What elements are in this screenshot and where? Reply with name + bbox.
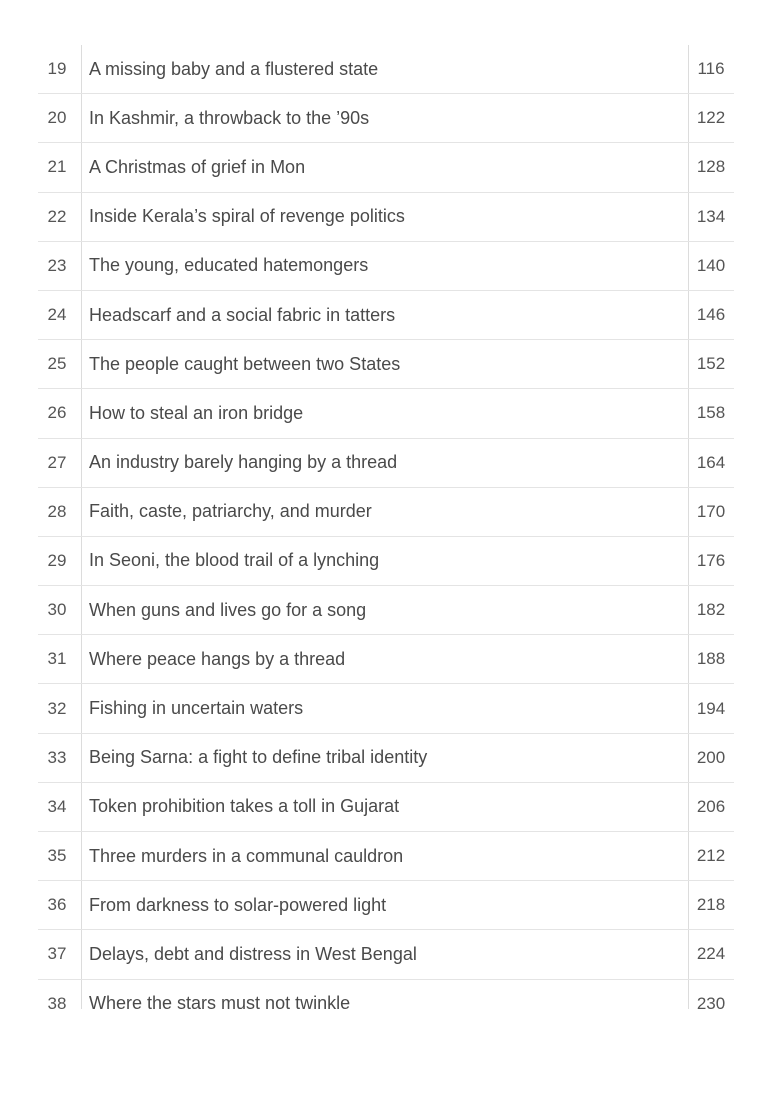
chapter-title: Where the stars must not twinkle [89, 993, 351, 1014]
chapter-number: 26 [47, 403, 67, 423]
chapter-number: 32 [47, 698, 67, 718]
page-number: 218 [696, 895, 726, 915]
chapter-title: The young, educated hatemongers [89, 255, 369, 276]
chapter-number: 31 [47, 649, 67, 669]
toc-row[interactable] [38, 45, 734, 94]
toc-row[interactable] [38, 832, 734, 881]
toc-row[interactable] [38, 439, 734, 488]
chapter-number: 24 [47, 305, 67, 325]
toc-row[interactable] [38, 783, 734, 832]
chapter-number: 34 [47, 796, 67, 816]
toc-row[interactable] [38, 340, 734, 389]
page-number: 230 [696, 993, 726, 1013]
chapter-number: 35 [47, 846, 67, 866]
page-number: 182 [696, 600, 726, 620]
chapter-number: 19 [47, 59, 67, 79]
chapter-number: 28 [47, 501, 67, 521]
chapter-number: 33 [47, 747, 67, 767]
page-number: 158 [696, 403, 726, 423]
toc-row[interactable] [38, 734, 734, 783]
page-number: 206 [696, 796, 726, 816]
chapter-title: Delays, debt and distress in West Bengal [89, 943, 417, 964]
chapter-title: Three murders in a communal cauldron [89, 845, 404, 866]
page-number: 116 [697, 59, 725, 79]
page-number: 212 [696, 846, 726, 866]
chapter-number: 25 [47, 354, 67, 374]
chapter-title: Headscarf and a social fabric in tatters [89, 304, 396, 325]
page-number: 140 [696, 255, 726, 275]
chapter-number: 37 [47, 944, 67, 964]
toc-row[interactable] [38, 635, 734, 684]
toc-row[interactable] [38, 488, 734, 537]
chapter-title: A Christmas of grief in Mon [89, 156, 306, 177]
chapter-number: 22 [47, 206, 67, 226]
chapter-number: 23 [47, 255, 67, 275]
chapter-number: 27 [47, 452, 67, 472]
toc-row[interactable] [38, 143, 734, 192]
page-number: 146 [696, 305, 726, 325]
chapter-title: Being Sarna: a fight to define tribal identity [89, 747, 428, 768]
chapter-title: Faith, caste, patriarchy, and murder [89, 501, 372, 522]
toc-row[interactable] [38, 193, 734, 242]
chapter-number: 20 [47, 108, 67, 128]
toc-row[interactable] [38, 389, 734, 438]
chapter-number: 21 [47, 157, 67, 177]
page-number: 122 [696, 108, 726, 128]
page-number: 188 [696, 649, 726, 669]
chapter-number: 36 [47, 895, 67, 915]
page-number: 170 [696, 501, 726, 521]
toc-row[interactable] [38, 930, 734, 979]
toc-row[interactable] [38, 242, 734, 291]
chapter-title: From darkness to solar-powered light [89, 894, 387, 915]
chapter-title: Fishing in uncertain waters [89, 698, 304, 719]
chapter-title: Inside Kerala’s spiral of revenge politics [89, 206, 405, 227]
toc-row[interactable] [38, 291, 734, 340]
toc-row[interactable] [38, 537, 734, 586]
table-of-contents [38, 45, 734, 1028]
chapter-number: 29 [47, 550, 67, 570]
chapter-title: In Kashmir, a throwback to the ’90s [89, 107, 370, 128]
page-number: 194 [696, 698, 726, 718]
chapter-title: An industry barely hanging by a thread [89, 452, 398, 473]
chapter-title: Token prohibition takes a toll in Gujarat [89, 796, 400, 817]
page-number: 224 [696, 944, 726, 964]
chapter-title: When guns and lives go for a song [89, 599, 367, 620]
chapter-title: In Seoni, the blood trail of a lynching [89, 550, 380, 571]
chapter-number: 30 [47, 600, 67, 620]
toc-row[interactable] [38, 980, 734, 1028]
page-number: 152 [696, 354, 726, 374]
toc-row[interactable] [38, 684, 734, 733]
page-number: 200 [696, 747, 726, 767]
chapter-number: 38 [47, 993, 67, 1013]
chapter-title: Where peace hangs by a thread [89, 648, 346, 669]
toc-row[interactable] [38, 94, 734, 143]
chapter-title: The people caught between two States [89, 353, 401, 374]
chapter-title: A missing baby and a flustered state [89, 58, 379, 79]
page-number: 128 [696, 157, 726, 177]
page-number: 164 [696, 452, 726, 472]
chapter-title: How to steal an iron bridge [89, 402, 304, 423]
toc-row[interactable] [38, 586, 734, 635]
toc-row[interactable] [38, 881, 734, 930]
page-number: 176 [696, 550, 726, 570]
page-number: 134 [696, 206, 726, 226]
